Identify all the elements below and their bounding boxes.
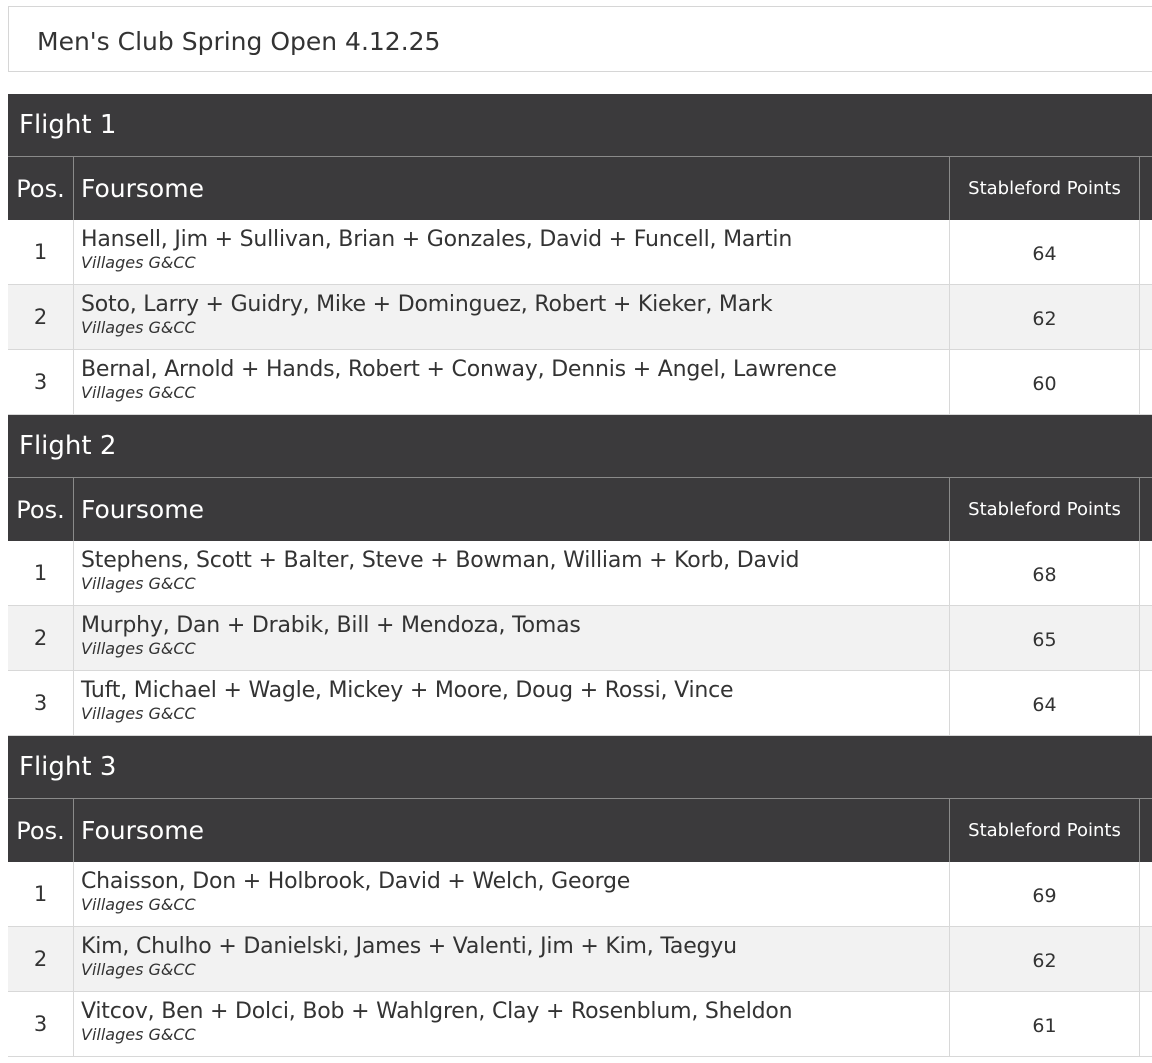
points-cell: 68 (950, 541, 1140, 605)
table-row (8, 992, 1152, 1057)
player-names: Kim, Chulho + Danielski, James + Valenti, Jim + Kim, Taegyu (81, 934, 737, 959)
column-header-points: Stableford Points (950, 157, 1140, 220)
player-names: Bernal, Arnold + Hands, Robert + Conway, Dennis + Angel, Lawrence (81, 357, 837, 382)
club-name: Villages G&CC (81, 253, 196, 272)
table-row (8, 671, 1152, 736)
foursome-cell (74, 862, 950, 926)
column-header-extra (1140, 799, 1152, 862)
extra-cell (1140, 285, 1152, 349)
club-name: Villages G&CC (81, 704, 196, 723)
points-cell: 62 (950, 927, 1140, 991)
column-header-position: Pos. (8, 478, 74, 541)
position-cell: 2 (8, 606, 74, 670)
position-cell: 1 (8, 541, 74, 605)
position-cell: 2 (8, 927, 74, 991)
club-name: Villages G&CC (81, 895, 196, 914)
results-container (8, 94, 1152, 1057)
column-header-row (8, 799, 1152, 862)
flight-section (8, 736, 1152, 1057)
player-names: Chaisson, Don + Holbrook, David + Welch, George (81, 869, 631, 894)
table-row (8, 220, 1152, 285)
player-names: Soto, Larry + Guidry, Mike + Dominguez, Robert + Kieker, Mark (81, 292, 773, 317)
extra-cell (1140, 671, 1152, 735)
points-cell: 60 (950, 350, 1140, 414)
foursome-cell (74, 927, 950, 991)
extra-cell (1140, 220, 1152, 284)
points-cell: 62 (950, 285, 1140, 349)
column-header-points: Stableford Points (950, 799, 1140, 862)
position-cell: 3 (8, 671, 74, 735)
club-name: Villages G&CC (81, 383, 196, 402)
table-row (8, 862, 1152, 927)
points-cell: 61 (950, 992, 1140, 1056)
club-name: Villages G&CC (81, 639, 196, 658)
foursome-cell (74, 541, 950, 605)
extra-cell (1140, 606, 1152, 670)
table-row (8, 541, 1152, 606)
table-row (8, 350, 1152, 415)
extra-cell (1140, 992, 1152, 1056)
points-cell: 64 (950, 671, 1140, 735)
column-header-foursome: Foursome (74, 157, 950, 220)
position-cell: 1 (8, 862, 74, 926)
extra-cell (1140, 350, 1152, 414)
foursome-cell (74, 992, 950, 1056)
foursome-cell (74, 220, 950, 284)
club-name: Villages G&CC (81, 574, 196, 593)
column-header-foursome: Foursome (74, 478, 950, 541)
table-row (8, 927, 1152, 992)
flight-title: Flight 2 (8, 415, 1152, 478)
club-name: Villages G&CC (81, 960, 196, 979)
points-cell: 65 (950, 606, 1140, 670)
position-cell: 3 (8, 992, 74, 1056)
club-name: Villages G&CC (81, 1025, 196, 1044)
flight-title: Flight 1 (8, 94, 1152, 157)
player-names: Stephens, Scott + Balter, Steve + Bowman, William + Korb, David (81, 548, 800, 573)
page-title: Men's Club Spring Open 4.12.25 (37, 27, 441, 56)
column-header-position: Pos. (8, 799, 74, 862)
foursome-cell (74, 350, 950, 414)
extra-cell (1140, 862, 1152, 926)
player-names: Murphy, Dan + Drabik, Bill + Mendoza, Tomas (81, 613, 581, 638)
column-header-foursome: Foursome (74, 799, 950, 862)
foursome-cell (74, 285, 950, 349)
column-header-extra (1140, 157, 1152, 220)
column-header-extra (1140, 478, 1152, 541)
table-row (8, 606, 1152, 671)
column-header-points: Stableford Points (950, 478, 1140, 541)
position-cell: 1 (8, 220, 74, 284)
club-name: Villages G&CC (81, 318, 196, 337)
column-header-position: Pos. (8, 157, 74, 220)
player-names: Vitcov, Ben + Dolci, Bob + Wahlgren, Clay + Rosenblum, Sheldon (81, 999, 793, 1024)
points-cell: 64 (950, 220, 1140, 284)
player-names: Hansell, Jim + Sullivan, Brian + Gonzales, David + Funcell, Martin (81, 227, 793, 252)
points-cell: 69 (950, 862, 1140, 926)
column-header-row (8, 157, 1152, 220)
event-title-box (8, 6, 1152, 72)
player-names: Tuft, Michael + Wagle, Mickey + Moore, Doug + Rossi, Vince (81, 678, 734, 703)
foursome-cell (74, 671, 950, 735)
column-header-row (8, 478, 1152, 541)
position-cell: 2 (8, 285, 74, 349)
extra-cell (1140, 927, 1152, 991)
flight-section (8, 94, 1152, 415)
flight-section (8, 415, 1152, 736)
extra-cell (1140, 541, 1152, 605)
table-row (8, 285, 1152, 350)
flight-title: Flight 3 (8, 736, 1152, 799)
foursome-cell (74, 606, 950, 670)
position-cell: 3 (8, 350, 74, 414)
